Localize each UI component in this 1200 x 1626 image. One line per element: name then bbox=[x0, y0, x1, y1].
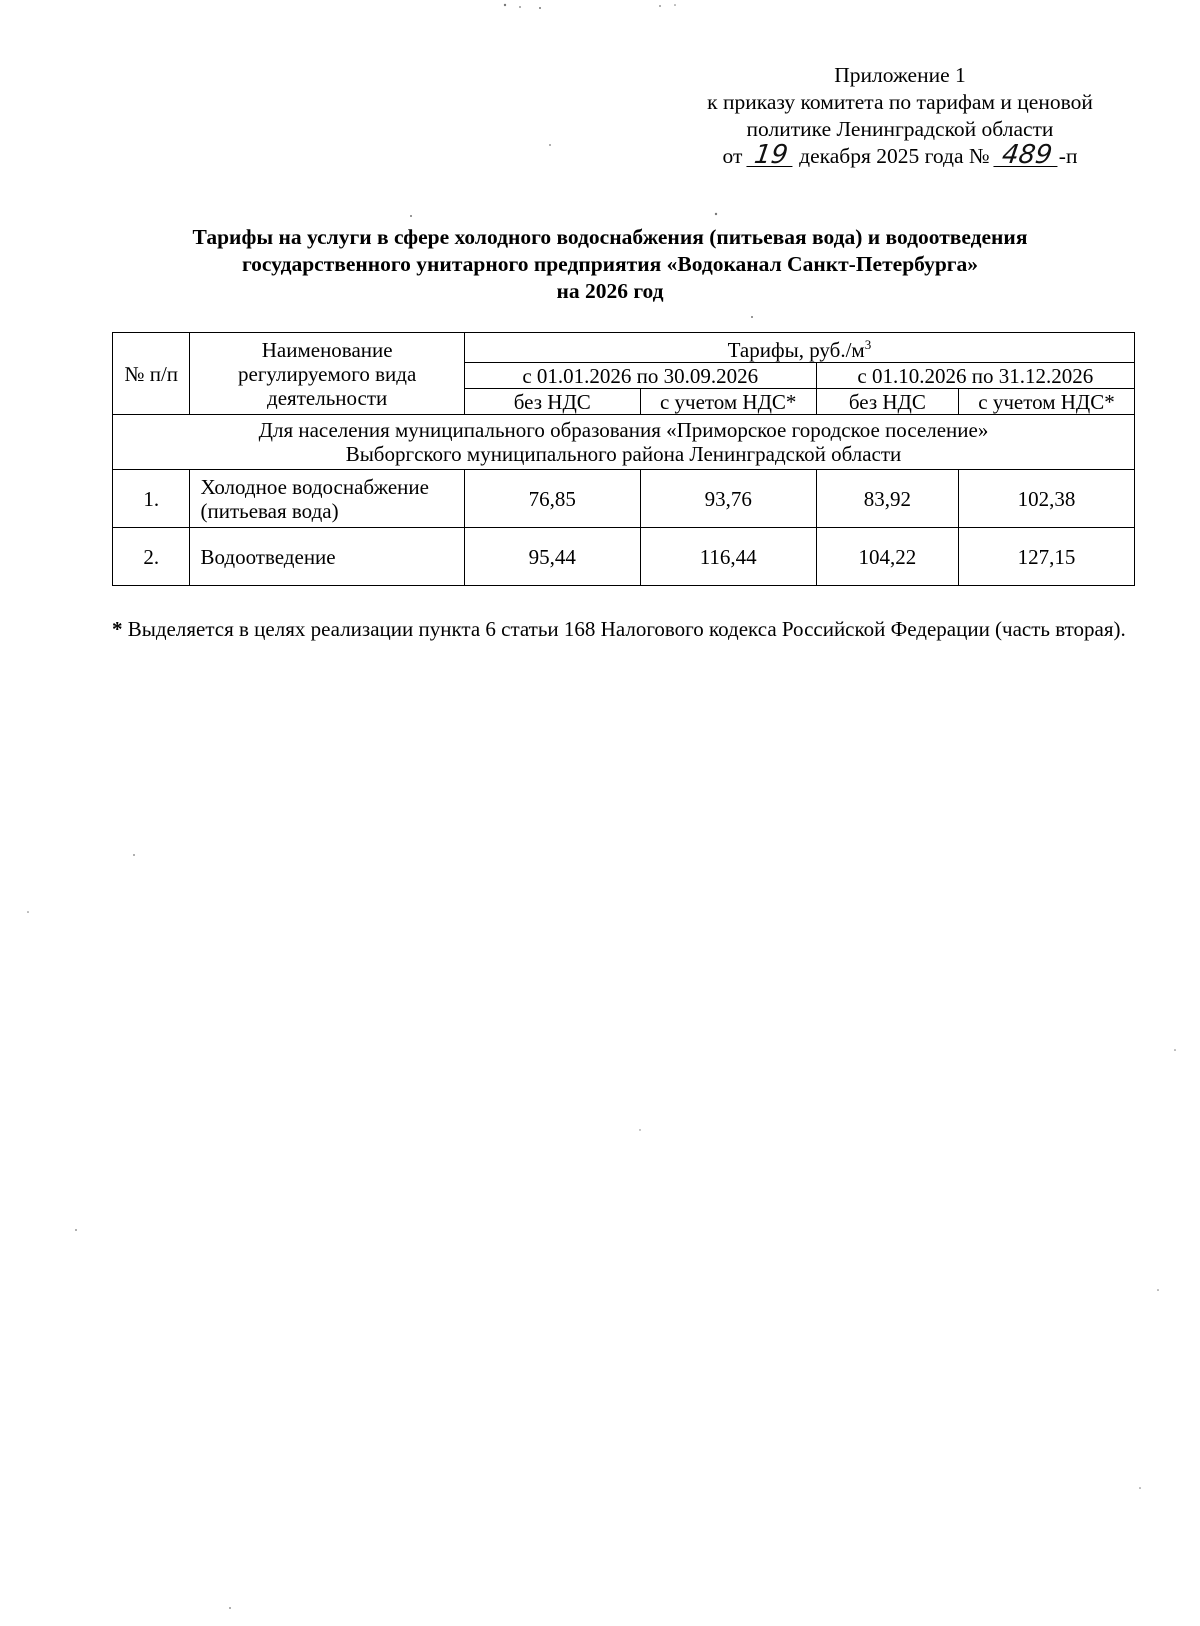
header-tariffs-label: Тарифы, руб./м bbox=[727, 338, 865, 362]
header-p1-with-vat: с учетом НДС* bbox=[640, 389, 816, 415]
footnote-text: Выделяется в целях реализации пункта 6 статьи 168 Налогового кодекса Российской Федерации (часть вторая). bbox=[127, 617, 1126, 641]
row-p2-no-vat: 83,92 bbox=[816, 470, 958, 528]
order-number-suffix: -п bbox=[1058, 144, 1078, 168]
date-prefix: от bbox=[722, 144, 743, 168]
appendix-date-line bbox=[640, 140, 1160, 170]
group-label-line-2: Выборгского муниципального района Ленинградской области bbox=[345, 442, 902, 466]
title-line-3: на 2026 год bbox=[556, 279, 664, 303]
group-label-line-1: Для населения муниципального образования «Приморское городское поселение» bbox=[258, 418, 989, 442]
appendix-committee-line: политике Ленинградской области bbox=[746, 117, 1054, 141]
row-num: 1. bbox=[113, 470, 190, 528]
row-p1-no-vat: 76,85 bbox=[464, 470, 640, 528]
header-activity-name: Наименование регулируемого вида деятельности bbox=[190, 333, 464, 415]
date-middle: декабря 2025 года № bbox=[799, 144, 990, 168]
footnote-star: * bbox=[112, 617, 123, 641]
title-line-2: государственного унитарного предприятия «Водоканал Санкт-Петербурга» bbox=[241, 252, 979, 276]
header-period-2: с 01.10.2026 по 31.12.2026 bbox=[816, 363, 1134, 389]
header-p2-no-vat: без НДС bbox=[816, 389, 958, 415]
row-p1-with-vat: 93,76 bbox=[640, 470, 816, 528]
group-label bbox=[113, 415, 1135, 470]
document-title bbox=[110, 224, 1110, 305]
tariffs-table bbox=[112, 332, 1135, 586]
table-group-row bbox=[113, 415, 1135, 470]
table-row bbox=[113, 470, 1135, 528]
row-p2-no-vat: 104,22 bbox=[816, 528, 958, 586]
row-num: 2. bbox=[113, 528, 190, 586]
footnote bbox=[112, 616, 1138, 643]
row-p1-no-vat: 95,44 bbox=[464, 528, 640, 586]
appendix-title: Приложение 1 bbox=[834, 63, 966, 87]
row-activity-name: Водоотведение bbox=[190, 528, 464, 586]
header-tariffs-unit-sup: 3 bbox=[864, 337, 872, 352]
header-period-1: с 01.01.2026 по 30.09.2026 bbox=[464, 363, 816, 389]
row-p2-with-vat: 127,15 bbox=[959, 528, 1135, 586]
header-num: № п/п bbox=[113, 333, 190, 415]
title-line-1: Тарифы на услуги в сфере холодного водоснабжения (питьевая вода) и водоотведения bbox=[192, 225, 1028, 249]
handwritten-order-number: 489 bbox=[993, 144, 1060, 167]
header-p1-no-vat: без НДС bbox=[464, 389, 640, 415]
header-p2-with-vat: с учетом НДС* bbox=[959, 389, 1135, 415]
handwritten-day: 19 bbox=[746, 144, 795, 167]
row-p1-with-vat: 116,44 bbox=[640, 528, 816, 586]
appendix-header bbox=[640, 62, 1160, 170]
row-p2-with-vat: 102,38 bbox=[959, 470, 1135, 528]
appendix-order-line: к приказу комитета по тарифам и ценовой bbox=[707, 90, 1093, 114]
row-activity-name: Холодное водоснабжение (питьевая вода) bbox=[190, 470, 464, 528]
header-tariffs bbox=[464, 333, 1134, 363]
table-row bbox=[113, 528, 1135, 586]
table-header-row bbox=[113, 333, 1135, 363]
